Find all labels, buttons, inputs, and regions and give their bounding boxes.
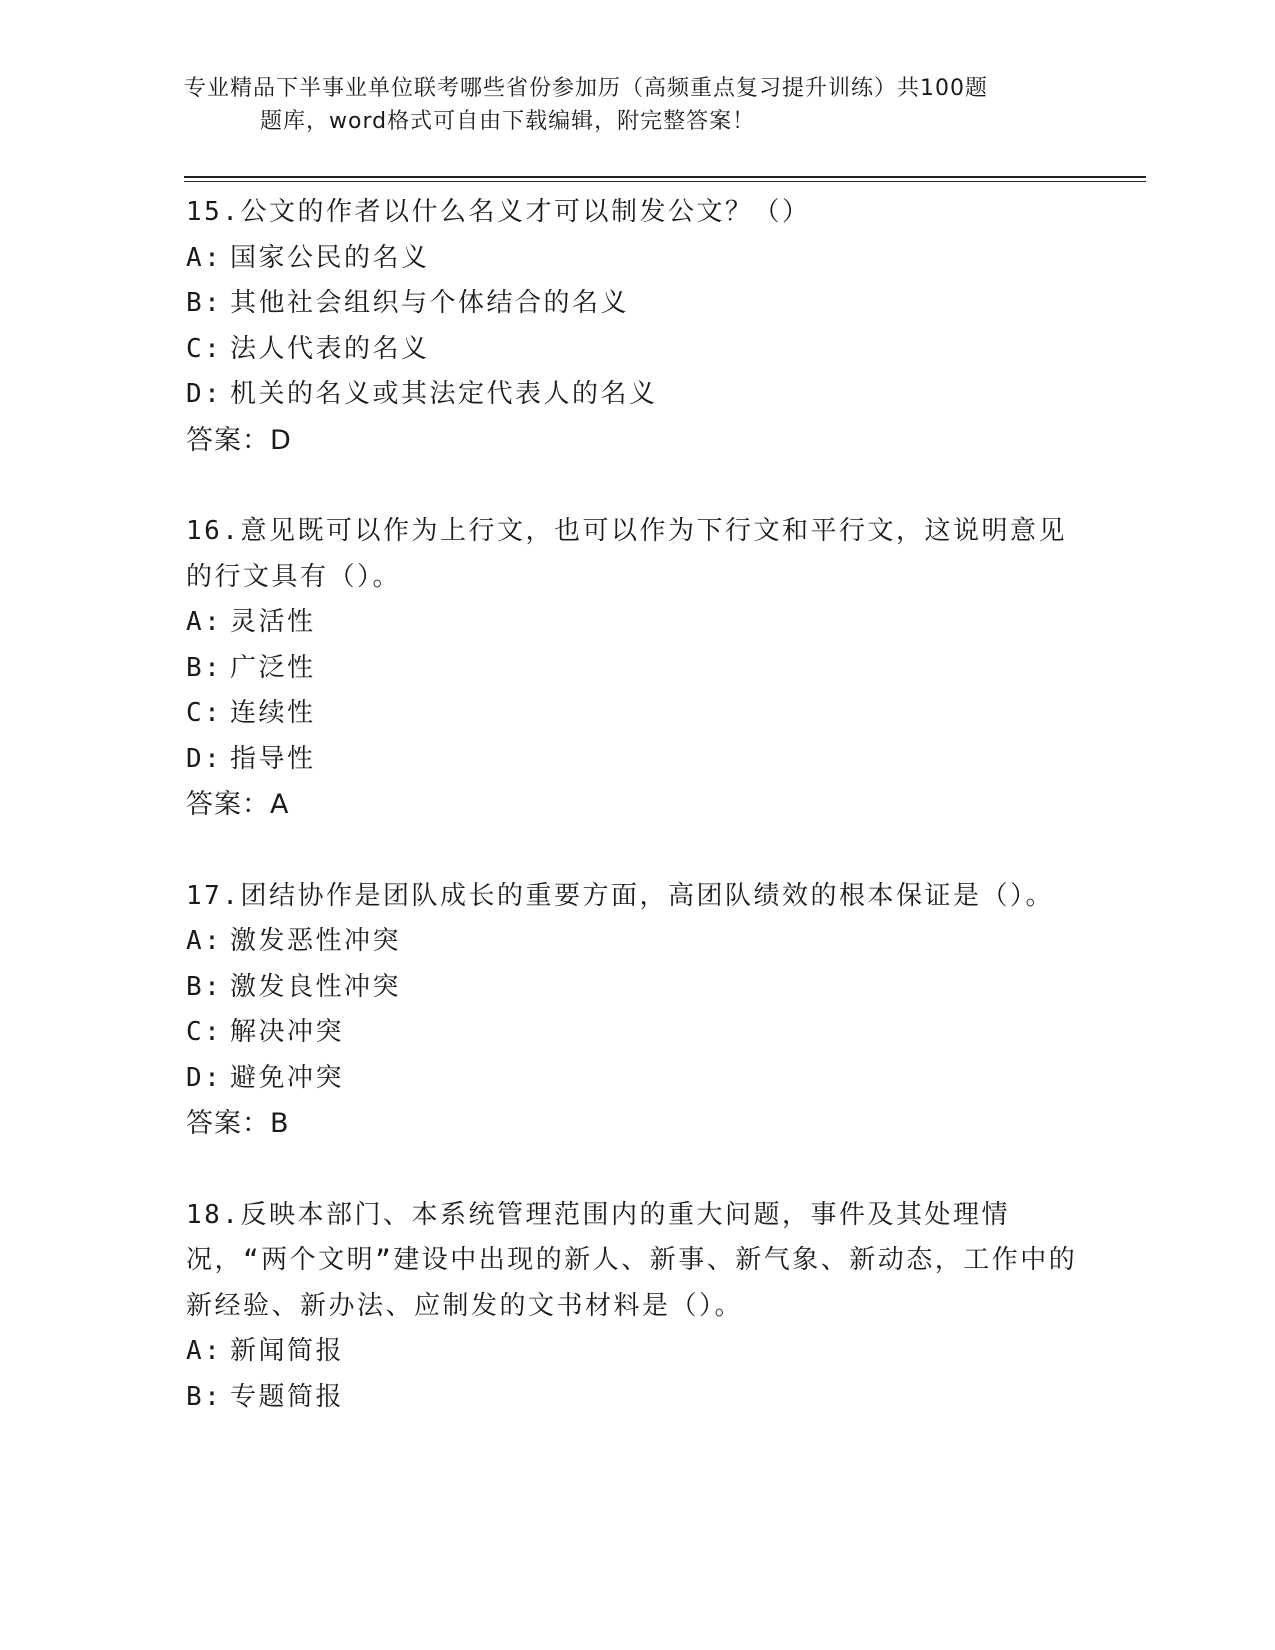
option-text: 广泛性	[230, 652, 316, 683]
option-letter: A:	[186, 242, 223, 273]
option-a	[186, 236, 1086, 282]
option-b	[186, 965, 1086, 1011]
question-text: 18.反映本部门、本系统管理范围内的重大问题，事件及其处理情况，“两个文明”建设中出现的新人、新事、新气象、新动态，工作中的新经验、新办法、应制发的文书材料是（）。	[186, 1199, 1078, 1321]
question-18	[186, 1193, 1086, 1421]
option-letter: B:	[186, 288, 223, 318]
option-letter: A:	[186, 607, 223, 637]
option-text: 连续性	[230, 698, 316, 728]
question-17	[186, 874, 1086, 1147]
question-15	[186, 190, 1086, 463]
option-text: 灵活性	[230, 607, 316, 637]
option-b	[186, 646, 1086, 692]
header-line-1: 专业精品下半事业单位联考哪些省份参加历（高频重点复习提升训练）共100题	[184, 76, 988, 101]
option-d	[186, 1056, 1086, 1102]
header-divider-thick	[184, 176, 1146, 178]
option-text: 专题简报	[230, 1381, 345, 1412]
option-text: 激发恶性冲突	[230, 926, 402, 956]
question-text: 16.意见既可以作为上行文，也可以作为下行文和平行文，这说明意见的行文具有（）。	[186, 516, 1067, 592]
option-a	[186, 919, 1086, 965]
option-c	[186, 327, 1086, 373]
option-d	[186, 372, 1086, 418]
option-letter: B:	[186, 971, 223, 1002]
option-letter: B:	[186, 652, 223, 683]
option-b	[186, 281, 1086, 327]
option-text: 激发良性冲突	[230, 971, 402, 1002]
option-letter: A:	[186, 926, 223, 956]
option-letter: D:	[186, 379, 223, 409]
option-text: 避免冲突	[230, 1062, 345, 1093]
answer-line: 答案：A	[186, 789, 290, 820]
question-16	[186, 509, 1086, 828]
option-a	[186, 1329, 1086, 1375]
option-text: 新闻简报	[230, 1336, 345, 1366]
header-divider-thin	[184, 181, 1146, 182]
option-letter: C:	[186, 333, 223, 364]
option-text: 解决冲突	[230, 1017, 345, 1047]
option-text: 国家公民的名义	[230, 242, 430, 273]
question-text: 17.团结协作是团队成长的重要方面，高团队绩效的根本保证是（）。	[186, 880, 1054, 911]
answer-line: 答案：D	[186, 424, 292, 456]
option-text: 法人代表的名义	[230, 333, 430, 364]
option-letter: C:	[186, 698, 223, 728]
option-letter: B:	[186, 1381, 223, 1412]
option-letter: C:	[186, 1017, 223, 1047]
document-header	[184, 72, 1064, 138]
option-letter: A:	[186, 1336, 223, 1366]
option-c	[186, 691, 1086, 737]
option-d	[186, 737, 1086, 783]
option-letter: D:	[186, 1062, 223, 1093]
option-text: 机关的名义或其法定代表人的名义	[230, 379, 658, 409]
option-text: 其他社会组织与个体结合的名义	[230, 288, 630, 318]
header-line-2: 题库，word格式可自由下载编辑，附完整答案！	[260, 109, 756, 134]
option-b	[186, 1375, 1086, 1421]
option-text: 指导性	[230, 743, 316, 774]
question-list	[186, 190, 1086, 1466]
option-a	[186, 600, 1086, 646]
option-c	[186, 1010, 1086, 1056]
option-letter: D:	[186, 743, 223, 774]
question-text: 15.公文的作者以什么名义才可以制发公文？（）	[186, 197, 811, 227]
answer-line: 答案：B	[186, 1108, 290, 1139]
